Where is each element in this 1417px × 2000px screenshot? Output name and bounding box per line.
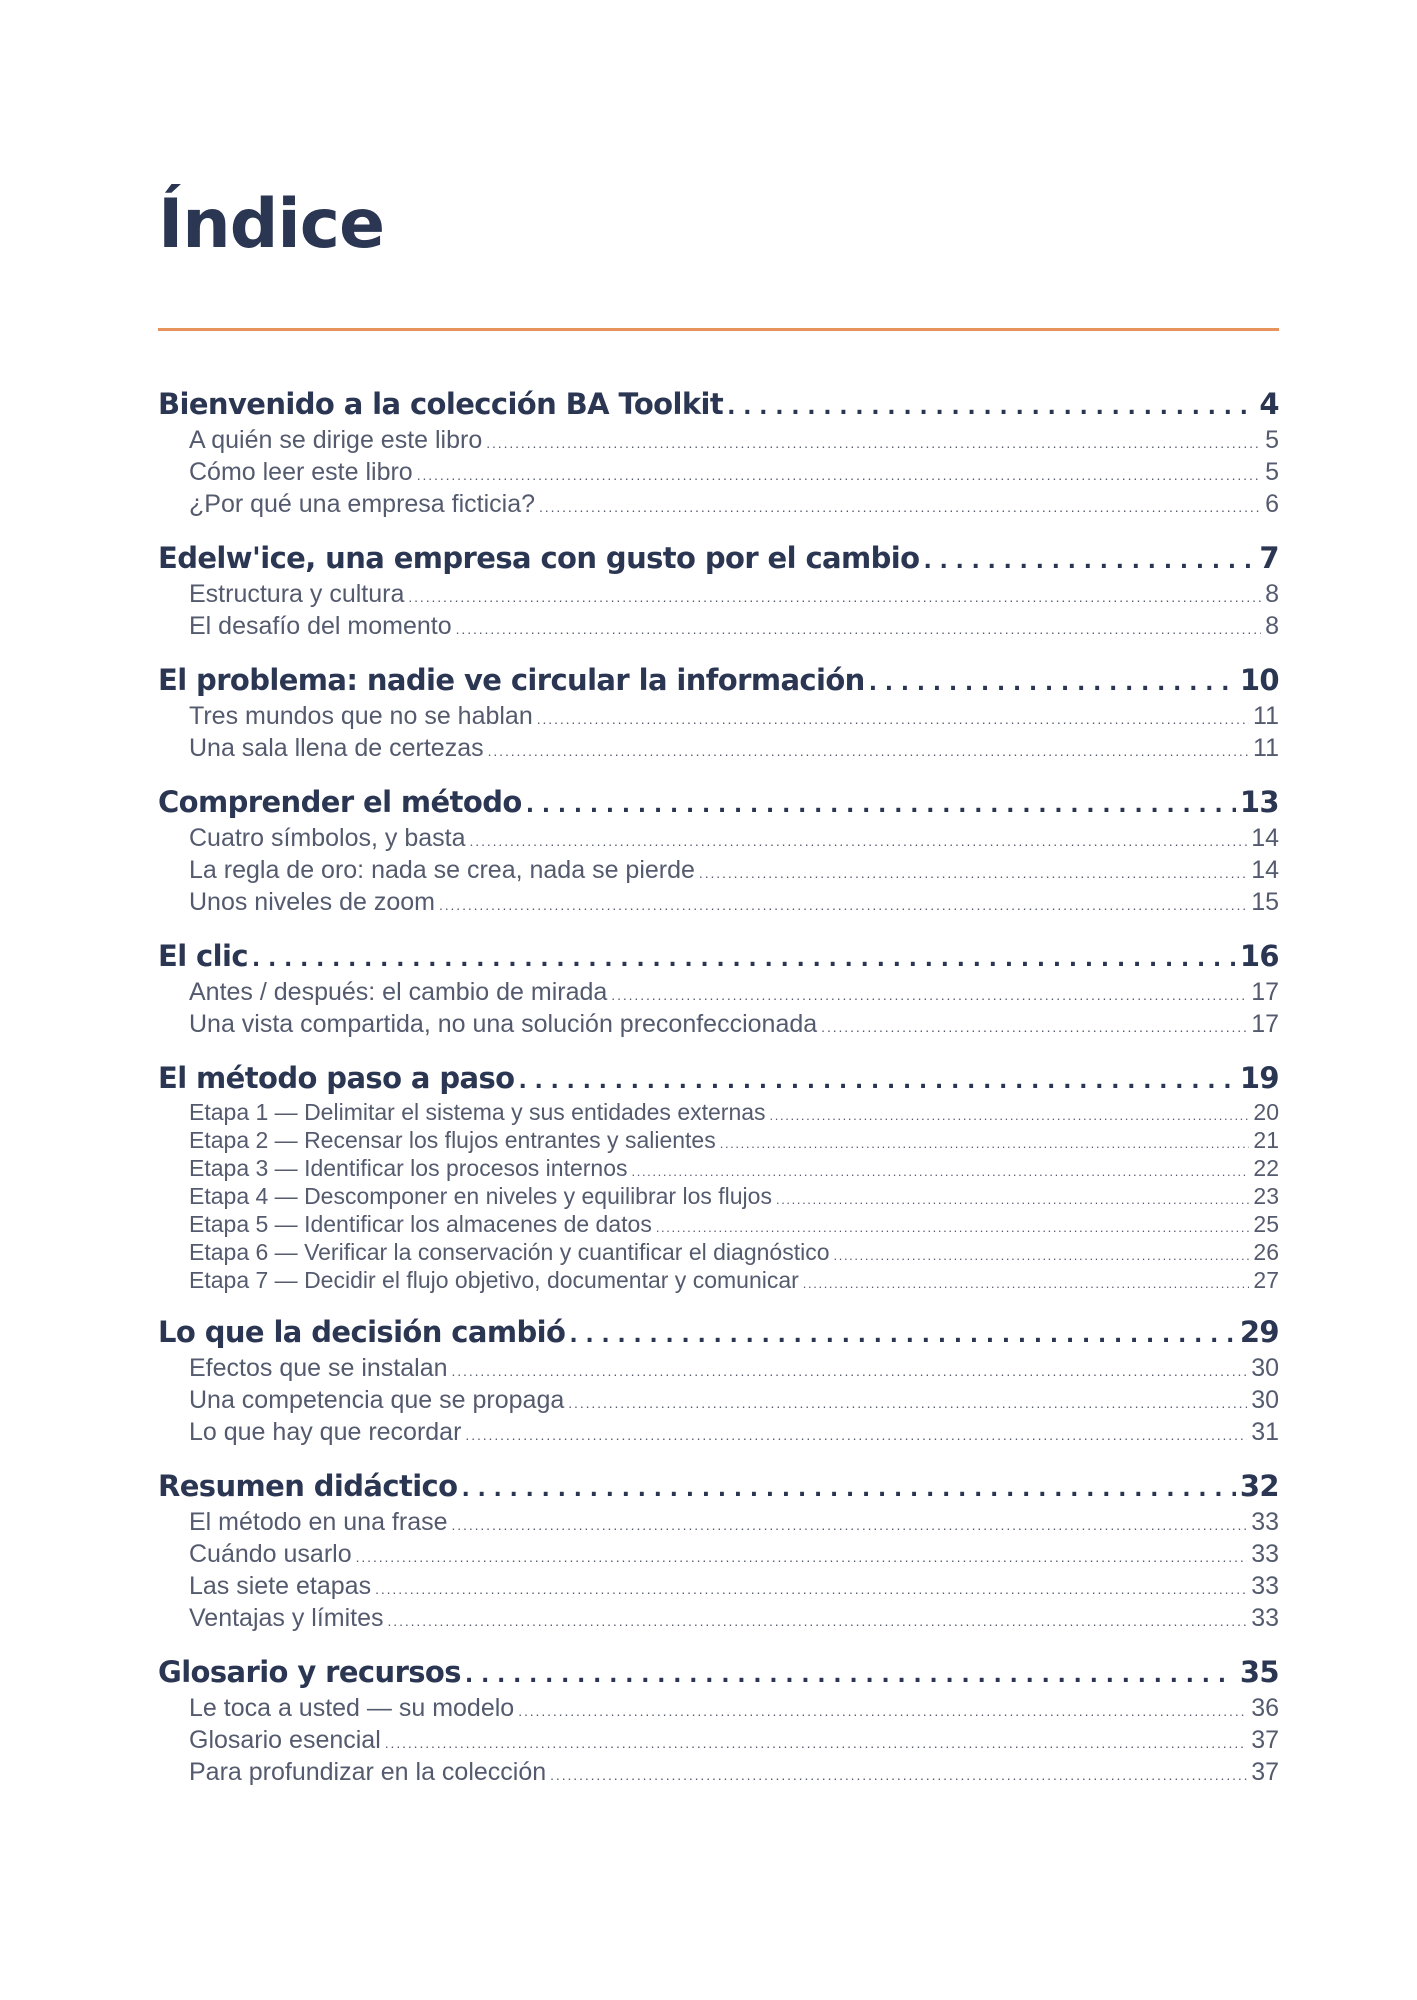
dot-leader xyxy=(539,490,1261,522)
toc-page-number: 14 xyxy=(1251,824,1279,852)
dot-leader xyxy=(465,1654,1236,1694)
toc-entry-title: Etapa 5 — Identificar los almacenes de datos xyxy=(189,1211,652,1237)
dot-leader xyxy=(470,824,1248,856)
toc-page-number: 37 xyxy=(1251,1758,1279,1786)
toc-page-number: 27 xyxy=(1253,1267,1279,1293)
dot-leader xyxy=(568,1386,1247,1418)
dot-leader xyxy=(720,1128,1250,1156)
toc-chapter-entry[interactable] xyxy=(158,1060,1279,1100)
toc-step-entry[interactable] xyxy=(158,1212,1279,1240)
toc-page-number: 10 xyxy=(1239,663,1279,697)
dot-leader xyxy=(356,1540,1248,1572)
toc-subentry[interactable] xyxy=(158,1354,1279,1386)
toc-step-entry[interactable] xyxy=(158,1128,1279,1156)
toc-entry-title: Lo que la decisión cambió xyxy=(158,1315,566,1349)
toc-page-number: 33 xyxy=(1251,1604,1279,1632)
dot-leader xyxy=(452,1354,1248,1386)
toc-subentry[interactable] xyxy=(158,612,1279,644)
toc-step-entry[interactable] xyxy=(158,1100,1279,1128)
dot-leader xyxy=(834,1240,1250,1268)
toc-entry-title: El desafío del momento xyxy=(189,612,452,640)
toc-chapter-entry[interactable] xyxy=(158,784,1279,824)
toc-subentry[interactable] xyxy=(158,1726,1279,1758)
toc-page-number: 4 xyxy=(1259,387,1279,421)
dot-leader xyxy=(385,1726,1247,1758)
toc-page-number: 5 xyxy=(1265,458,1279,486)
toc-entry-title: El clic xyxy=(158,939,248,973)
toc-subentry[interactable] xyxy=(158,1758,1279,1790)
toc-page-number: 13 xyxy=(1239,785,1279,819)
dot-leader xyxy=(488,734,1249,766)
toc-subentry[interactable] xyxy=(158,1508,1279,1540)
toc-entry-title: Etapa 7 — Decidir el flujo objetivo, documentar y comunicar xyxy=(189,1267,799,1293)
toc-entry-title: Etapa 1 — Delimitar el sistema y sus entidades externas xyxy=(189,1099,766,1125)
toc-page-number: 32 xyxy=(1239,1469,1279,1503)
dot-leader xyxy=(439,888,1247,920)
toc-entry-title: Cómo leer este libro xyxy=(189,458,413,486)
toc-chapter-entry[interactable] xyxy=(158,1468,1279,1508)
toc-subentry[interactable] xyxy=(158,1540,1279,1572)
toc-page-number: 31 xyxy=(1251,1418,1279,1446)
toc-entry-title: A quién se dirige este libro xyxy=(189,426,483,454)
dot-leader xyxy=(550,1758,1247,1790)
toc-entry-title: Etapa 2 — Recensar los flujos entrantes y salientes xyxy=(189,1127,716,1153)
toc-chapter-entry[interactable] xyxy=(158,540,1279,580)
toc-subentry[interactable] xyxy=(158,978,1279,1010)
toc-chapter-entry[interactable] xyxy=(158,1314,1279,1354)
toc-subentry[interactable] xyxy=(158,1694,1279,1726)
toc-page-number: 29 xyxy=(1239,1315,1279,1349)
toc-subentry[interactable] xyxy=(158,1010,1279,1042)
toc-page-number: 25 xyxy=(1253,1211,1279,1237)
toc-entry-title: El método en una frase xyxy=(189,1508,448,1536)
toc-subentry[interactable] xyxy=(158,490,1279,522)
toc-page-number: 26 xyxy=(1253,1239,1279,1265)
toc-page-number: 8 xyxy=(1265,580,1279,608)
toc-page-number: 7 xyxy=(1259,541,1279,575)
toc-entry-title: Unos niveles de zoom xyxy=(189,888,435,916)
toc-subentry[interactable] xyxy=(158,702,1279,734)
toc-step-entry[interactable] xyxy=(158,1268,1279,1296)
table-of-contents xyxy=(158,386,1279,1808)
toc-page-number: 22 xyxy=(1253,1155,1279,1181)
toc-subentry[interactable] xyxy=(158,1572,1279,1604)
toc-entry-title: Una sala llena de certezas xyxy=(189,734,484,762)
dot-leader xyxy=(727,386,1255,426)
toc-entry-title: El método paso a paso xyxy=(158,1061,515,1095)
toc-entry-title: Etapa 4 — Descomponer en niveles y equilibrar los flujos xyxy=(189,1183,772,1209)
dot-leader xyxy=(699,856,1247,888)
toc-page-number: 33 xyxy=(1251,1508,1279,1536)
dot-leader xyxy=(770,1100,1250,1128)
toc-step-entry[interactable] xyxy=(158,1156,1279,1184)
toc-subentry[interactable] xyxy=(158,856,1279,888)
dot-leader xyxy=(417,458,1261,490)
toc-entry-title: Efectos que se instalan xyxy=(189,1354,448,1382)
toc-page-number: 30 xyxy=(1251,1354,1279,1382)
dot-leader xyxy=(388,1604,1248,1636)
toc-entry-title: Cuatro símbolos, y basta xyxy=(189,824,466,852)
toc-page-number: 8 xyxy=(1265,612,1279,640)
toc-page-number: 33 xyxy=(1251,1572,1279,1600)
toc-entry-title: Le toca a usted — su modelo xyxy=(189,1694,515,1722)
toc-subentry[interactable] xyxy=(158,824,1279,856)
toc-entry-title: Ventajas y límites xyxy=(189,1604,384,1632)
toc-page-number: 36 xyxy=(1251,1694,1279,1722)
title-divider xyxy=(158,328,1279,331)
dot-leader xyxy=(461,1468,1235,1508)
toc-entry-title: Resumen didáctico xyxy=(158,1469,458,1503)
dot-leader xyxy=(526,784,1236,824)
page-title: Índice xyxy=(158,185,385,264)
toc-page-number: 30 xyxy=(1251,1386,1279,1414)
dot-leader xyxy=(923,540,1255,580)
toc-entry-title: Antes / después: el cambio de mirada xyxy=(189,978,608,1006)
toc-page-number: 19 xyxy=(1239,1061,1279,1095)
toc-entry-title: Una competencia que se propaga xyxy=(189,1386,565,1414)
dot-leader xyxy=(519,1060,1236,1100)
dot-leader xyxy=(569,1314,1236,1354)
toc-subentry[interactable] xyxy=(158,458,1279,490)
toc-chapter-entry[interactable] xyxy=(158,386,1279,426)
toc-section xyxy=(158,1468,1279,1636)
toc-entry-title: Tres mundos que no se hablan xyxy=(189,702,533,730)
toc-section xyxy=(158,1654,1279,1790)
dot-leader xyxy=(375,1572,1247,1604)
toc-entry-title: Lo que hay que recordar xyxy=(189,1418,462,1446)
toc-entry-title: Edelw'ice, una empresa con gusto por el cambio xyxy=(158,541,920,575)
toc-section xyxy=(158,784,1279,920)
dot-leader xyxy=(537,702,1249,734)
toc-page-number: 33 xyxy=(1251,1540,1279,1568)
toc-page-number: 17 xyxy=(1251,1010,1279,1038)
toc-entry-title: Estructura y cultura xyxy=(189,580,405,608)
toc-subentry[interactable] xyxy=(158,1386,1279,1418)
toc-subentry[interactable] xyxy=(158,580,1279,612)
toc-entry-title: Glosario y recursos xyxy=(158,1655,461,1689)
toc-subentry[interactable] xyxy=(158,426,1279,458)
dot-leader xyxy=(803,1268,1250,1296)
dot-leader xyxy=(632,1156,1250,1184)
toc-chapter-entry[interactable] xyxy=(158,938,1279,978)
toc-section xyxy=(158,938,1279,1042)
toc-page-number: 11 xyxy=(1253,734,1279,762)
toc-chapter-entry[interactable] xyxy=(158,662,1279,702)
dot-leader xyxy=(518,1694,1247,1726)
toc-entry-title: Glosario esencial xyxy=(189,1726,381,1754)
toc-page-number: 16 xyxy=(1239,939,1279,973)
toc-subentry[interactable] xyxy=(158,888,1279,920)
toc-section xyxy=(158,662,1279,766)
toc-section xyxy=(158,1314,1279,1450)
toc-page-number: 14 xyxy=(1251,856,1279,884)
toc-entry-title: La regla de oro: nada se crea, nada se pierde xyxy=(189,856,695,884)
toc-page-number: 23 xyxy=(1253,1183,1279,1209)
toc-entry-title: ¿Por qué una empresa ficticia? xyxy=(189,490,536,518)
dot-leader xyxy=(408,580,1261,612)
dot-leader xyxy=(252,938,1236,978)
dot-leader xyxy=(486,426,1261,458)
toc-page-number: 11 xyxy=(1253,702,1279,730)
toc-step-entry[interactable] xyxy=(158,1240,1279,1268)
dot-leader xyxy=(611,978,1247,1010)
toc-subentry[interactable] xyxy=(158,1418,1279,1450)
toc-entry-title: Para profundizar en la colección xyxy=(189,1758,547,1786)
toc-subentry[interactable] xyxy=(158,1604,1279,1636)
dot-leader xyxy=(656,1212,1250,1240)
toc-entry-title: Las siete etapas xyxy=(189,1572,372,1600)
toc-step-entry[interactable] xyxy=(158,1184,1279,1212)
toc-subentry[interactable] xyxy=(158,734,1279,766)
dot-leader xyxy=(465,1418,1247,1450)
toc-entry-title: Cuándo usarlo xyxy=(189,1540,352,1568)
toc-section xyxy=(158,386,1279,522)
toc-page-number: 17 xyxy=(1251,978,1279,1006)
toc-page-number: 15 xyxy=(1251,888,1279,916)
toc-entry-title: Etapa 6 — Verificar la conservación y cuantificar el diagnóstico xyxy=(189,1239,830,1265)
dot-leader xyxy=(776,1184,1249,1212)
toc-section xyxy=(158,1060,1279,1296)
dot-leader xyxy=(452,1508,1248,1540)
toc-entry-title: Etapa 3 — Identificar los procesos internos xyxy=(189,1155,628,1181)
dot-leader xyxy=(869,662,1236,702)
toc-page-number: 5 xyxy=(1265,426,1279,454)
toc-entry-title: El problema: nadie ve circular la información xyxy=(158,663,865,697)
toc-page-number: 35 xyxy=(1239,1655,1279,1689)
toc-page-number: 6 xyxy=(1265,490,1279,518)
toc-page-number: 21 xyxy=(1253,1127,1279,1153)
toc-section xyxy=(158,540,1279,644)
toc-chapter-entry[interactable] xyxy=(158,1654,1279,1694)
dot-leader xyxy=(821,1010,1247,1042)
toc-page-number: 37 xyxy=(1251,1726,1279,1754)
toc-entry-title: Una vista compartida, no una solución preconfeccionada xyxy=(189,1010,818,1038)
toc-page-number: 20 xyxy=(1253,1099,1279,1125)
toc-entry-title: Bienvenido a la colección BA Toolkit xyxy=(158,387,724,421)
toc-entry-title: Comprender el método xyxy=(158,785,522,819)
dot-leader xyxy=(456,612,1261,644)
